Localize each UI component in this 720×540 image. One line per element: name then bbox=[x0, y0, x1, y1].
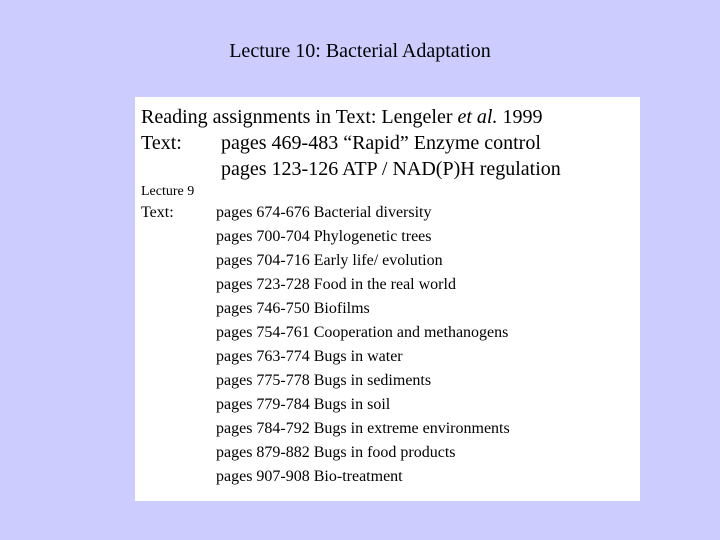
reading-heading-prefix: Reading assignments in Text: Lengeler bbox=[141, 106, 458, 128]
lecture-9-line: pages 754-761 Cooperation and methanogens bbox=[216, 324, 509, 341]
text-label: Text: bbox=[141, 132, 182, 154]
reading-line bbox=[141, 130, 640, 156]
lecture-9-line-text: pages 674-676 Bacterial diversity bbox=[216, 204, 432, 221]
reading-heading bbox=[141, 104, 640, 130]
lecture-9-line: pages 779-784 Bugs in soil bbox=[216, 396, 391, 413]
slide-title: Lecture 10: Bacterial Adaptation bbox=[229, 40, 491, 62]
lecture-9-line: pages 704-716 Early life/ evolution bbox=[216, 252, 443, 269]
lecture-9-line: pages 723-728 Food in the real world bbox=[216, 276, 456, 293]
lecture-9-line: pages 879-882 Bugs in food products bbox=[216, 444, 456, 461]
text-label: Text: bbox=[141, 204, 174, 221]
lecture-9-line: pages 775-778 Bugs in sediments bbox=[216, 372, 432, 389]
lecture-9-line bbox=[141, 201, 640, 225]
reading-line-text: pages 469-483 “Rapid” Enzyme control bbox=[221, 132, 541, 154]
lecture-9-label: Lecture 9 bbox=[141, 184, 195, 199]
lecture-9-line: pages 763-774 Bugs in water bbox=[216, 348, 403, 365]
lecture-9-line: pages 700-704 Phylogenetic trees bbox=[216, 228, 432, 245]
lecture-9-line: pages 784-792 Bugs in extreme environments bbox=[216, 420, 510, 437]
reading-heading-italic: et al. bbox=[457, 106, 498, 128]
lecture-9-line: pages 746-750 Biofilms bbox=[216, 300, 370, 317]
reading-heading-suffix: 1999 bbox=[497, 106, 543, 128]
lecture-9-line: pages 907-908 Bio-treatment bbox=[216, 468, 403, 485]
reading-line: pages 123-126 ATP / NAD(P)H regulation bbox=[221, 158, 561, 180]
reading-box bbox=[135, 97, 640, 501]
